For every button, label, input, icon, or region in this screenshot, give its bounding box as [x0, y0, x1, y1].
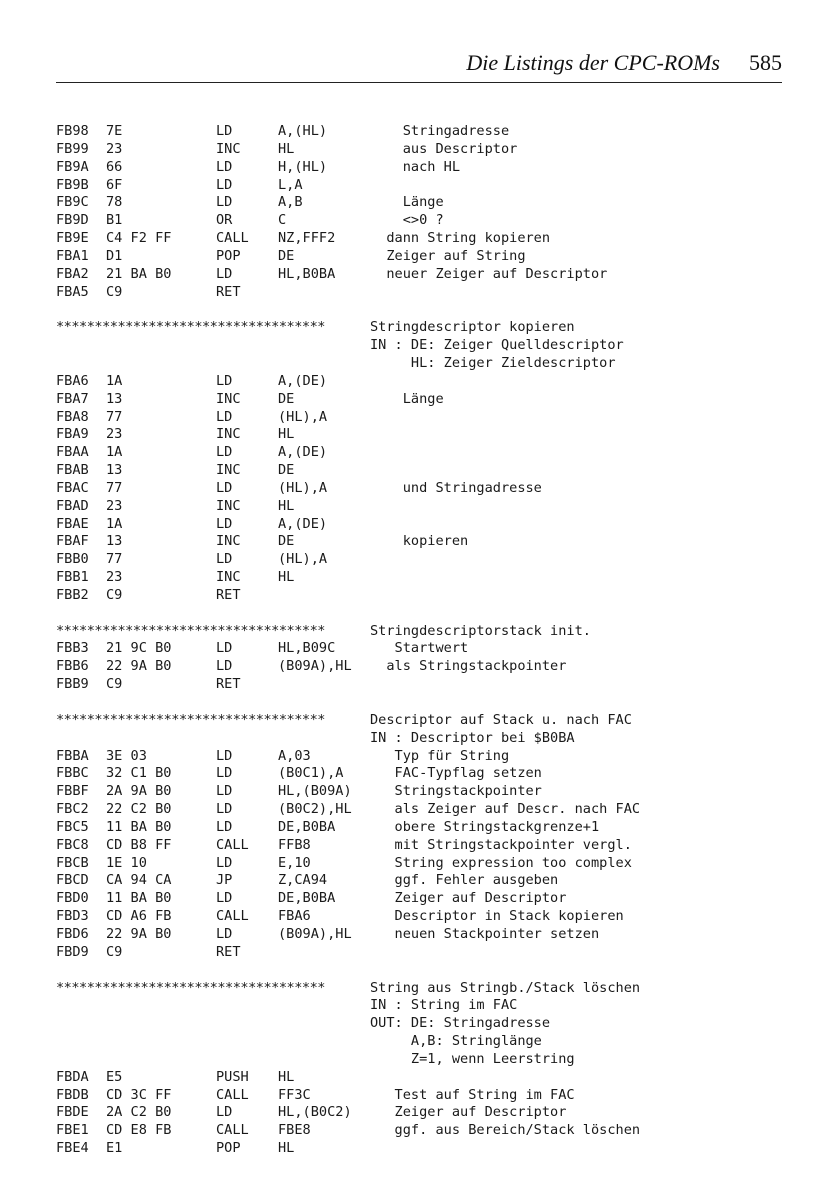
- address: FBBC: [56, 765, 89, 782]
- section-title: Stringdescriptor kopieren: [370, 319, 575, 336]
- hex-bytes: CD B8 FF: [106, 836, 172, 853]
- mnemonic: POP: [216, 1140, 241, 1157]
- separator-stars: ***********************************: [56, 711, 325, 728]
- listing-line: [0, 516, 840, 534]
- hex-bytes: 1A: [106, 515, 123, 532]
- address: FB9A: [56, 158, 89, 175]
- address: FBAE: [56, 515, 89, 532]
- comment: dann String kopieren: [370, 230, 551, 247]
- comment: Test auf String im FAC: [370, 1086, 575, 1103]
- operand: DE: [278, 462, 295, 479]
- listing-line: [0, 123, 840, 141]
- address: FB9D: [56, 212, 89, 229]
- address: FBCB: [56, 854, 89, 871]
- section-header-line: [0, 623, 840, 641]
- assembly-listing: [0, 123, 840, 1158]
- address: FBD3: [56, 908, 89, 925]
- operand: HL: [278, 569, 295, 586]
- operand: (B09A),HL: [278, 658, 352, 675]
- mnemonic: LD: [216, 818, 233, 835]
- address: FBDE: [56, 1104, 89, 1121]
- mnemonic: INC: [216, 462, 241, 479]
- running-title: Die Listings der CPC-ROMs: [466, 50, 720, 75]
- address: FBAC: [56, 479, 89, 496]
- page-header: [56, 50, 782, 83]
- address: FBA8: [56, 408, 89, 425]
- section-header-line: [0, 980, 840, 998]
- listing-line: [0, 1122, 840, 1140]
- hex-bytes: 3E 03: [106, 747, 147, 764]
- blank-line: [0, 962, 840, 980]
- hex-bytes: 22 9A B0: [106, 658, 172, 675]
- hex-bytes: 1E 10: [106, 854, 147, 871]
- mnemonic: LD: [216, 801, 233, 818]
- separator-stars: ***********************************: [56, 622, 325, 639]
- mnemonic: INC: [216, 497, 241, 514]
- hex-bytes: 77: [106, 408, 123, 425]
- mnemonic: RET: [216, 283, 241, 300]
- comment: HL: Zeiger Zieldescriptor: [370, 354, 616, 371]
- operand: (HL),A: [278, 551, 328, 568]
- hex-bytes: C9: [106, 943, 123, 960]
- operand: FBA6: [278, 908, 311, 925]
- operand: L,A: [278, 176, 303, 193]
- blank-line: [0, 605, 840, 623]
- hex-bytes: 78: [106, 194, 123, 211]
- mnemonic: LD: [216, 408, 233, 425]
- page-number: 585: [749, 50, 782, 75]
- operand: A,(DE): [278, 444, 328, 461]
- comment: Stringadresse: [370, 123, 510, 139]
- listing-line: [0, 1104, 840, 1122]
- hex-bytes: 13: [106, 390, 123, 407]
- hex-bytes: 7E: [106, 123, 123, 139]
- comment: FAC-Typflag setzen: [370, 765, 542, 782]
- mnemonic: LD: [216, 1104, 233, 1121]
- operand: C: [278, 212, 287, 229]
- comment: A,B: Stringlänge: [370, 1033, 542, 1050]
- mnemonic: LD: [216, 158, 233, 175]
- mnemonic: CALL: [216, 1122, 249, 1139]
- listing-line: [0, 409, 840, 427]
- comment: Descriptor in Stack kopieren: [370, 908, 624, 925]
- address: FBB6: [56, 658, 89, 675]
- hex-bytes: 23: [106, 569, 123, 586]
- address: FBA9: [56, 426, 89, 443]
- mnemonic: LD: [216, 372, 233, 389]
- operand: HL,(B09A): [278, 783, 352, 800]
- mnemonic: LD: [216, 783, 233, 800]
- mnemonic: CALL: [216, 230, 249, 247]
- separator-stars: ***********************************: [56, 979, 325, 996]
- operand: HL: [278, 426, 295, 443]
- hex-bytes: 32 C1 B0: [106, 765, 172, 782]
- comment: kopieren: [370, 533, 469, 550]
- hex-bytes: E1: [106, 1140, 123, 1157]
- listing-line: [0, 730, 840, 748]
- listing-line: [0, 248, 840, 266]
- operand: HL: [278, 1068, 295, 1085]
- hex-bytes: 22 C2 B0: [106, 801, 172, 818]
- address: FB99: [56, 140, 89, 157]
- operand: FF3C: [278, 1086, 311, 1103]
- listing-line: [0, 783, 840, 801]
- listing-line: [0, 551, 840, 569]
- address: FBDA: [56, 1068, 89, 1085]
- comment: als Stringstackpointer: [370, 658, 567, 675]
- operand: HL,B09C: [278, 640, 336, 657]
- operand: HL: [278, 140, 295, 157]
- comment: aus Descriptor: [370, 140, 518, 157]
- address: FBBF: [56, 783, 89, 800]
- listing-line: [0, 855, 840, 873]
- comment: als Zeiger auf Descr. nach FAC: [370, 801, 641, 818]
- operand: NZ,FFF2: [278, 230, 336, 247]
- listing-line: [0, 373, 840, 391]
- operand: A,(HL): [278, 123, 328, 139]
- listing-line: [0, 498, 840, 516]
- comment: ggf. aus Bereich/Stack löschen: [370, 1122, 641, 1139]
- comment: nach HL: [370, 158, 461, 175]
- address: FBAF: [56, 533, 89, 550]
- mnemonic: INC: [216, 140, 241, 157]
- address: FBB2: [56, 586, 89, 603]
- section-header-line: [0, 712, 840, 730]
- mnemonic: LD: [216, 479, 233, 496]
- operand: (HL),A: [278, 479, 328, 496]
- listing-line: [0, 908, 840, 926]
- listing-line: [0, 159, 840, 177]
- mnemonic: LD: [216, 640, 233, 657]
- address: FB9B: [56, 176, 89, 193]
- comment: neuer Zeiger auf Descriptor: [370, 265, 608, 282]
- address: FBB9: [56, 676, 89, 693]
- hex-bytes: C9: [106, 283, 123, 300]
- listing-line: [0, 141, 840, 159]
- listing-line: [0, 1015, 840, 1033]
- address: FBD6: [56, 925, 89, 942]
- comment: IN : Descriptor bei $B0BA: [370, 729, 575, 746]
- listing-line: [0, 837, 840, 855]
- hex-bytes: 6F: [106, 176, 123, 193]
- operand: A,03: [278, 747, 311, 764]
- mnemonic: LD: [216, 176, 233, 193]
- operand: (HL),A: [278, 408, 328, 425]
- listing-line: [0, 890, 840, 908]
- operand: Z,CA94: [278, 872, 328, 889]
- listing-line: [0, 765, 840, 783]
- hex-bytes: 13: [106, 533, 123, 550]
- listing-line: [0, 1087, 840, 1105]
- section-title: Descriptor auf Stack u. nach FAC: [370, 711, 632, 728]
- hex-bytes: 21 BA B0: [106, 265, 172, 282]
- operand: DE: [278, 533, 295, 550]
- mnemonic: LD: [216, 854, 233, 871]
- address: FBB1: [56, 569, 89, 586]
- operand: HL,B0BA: [278, 265, 336, 282]
- operand: A,(DE): [278, 372, 328, 389]
- mnemonic: LD: [216, 658, 233, 675]
- operand: DE,B0BA: [278, 890, 336, 907]
- operand: (B09A),HL: [278, 925, 352, 942]
- listing-line: [0, 212, 840, 230]
- operand: H,(HL): [278, 158, 328, 175]
- hex-bytes: 23: [106, 140, 123, 157]
- section-title: String aus Stringb./Stack löschen: [370, 979, 641, 996]
- hex-bytes: 1A: [106, 372, 123, 389]
- mnemonic: JP: [216, 872, 233, 889]
- listing-line: [0, 640, 840, 658]
- mnemonic: RET: [216, 586, 241, 603]
- hex-bytes: C9: [106, 676, 123, 693]
- address: FBC2: [56, 801, 89, 818]
- hex-bytes: 77: [106, 551, 123, 568]
- listing-line: [0, 658, 840, 676]
- hex-bytes: 66: [106, 158, 123, 175]
- mnemonic: PUSH: [216, 1068, 249, 1085]
- operand: FBE8: [278, 1122, 311, 1139]
- comment: IN : String im FAC: [370, 997, 518, 1014]
- address: FBE4: [56, 1140, 89, 1157]
- operand: HL: [278, 1140, 295, 1157]
- mnemonic: POP: [216, 247, 241, 264]
- hex-bytes: CD A6 FB: [106, 908, 172, 925]
- operand: E,10: [278, 854, 311, 871]
- listing-line: [0, 819, 840, 837]
- comment: neuen Stackpointer setzen: [370, 925, 600, 942]
- hex-bytes: 21 9C B0: [106, 640, 172, 657]
- listing-line: [0, 284, 840, 302]
- comment: Länge: [370, 390, 444, 407]
- address: FBB3: [56, 640, 89, 657]
- listing-line: [0, 587, 840, 605]
- listing-line: [0, 1033, 840, 1051]
- hex-bytes: 77: [106, 479, 123, 496]
- listing-line: [0, 872, 840, 890]
- address: FBA7: [56, 390, 89, 407]
- comment: OUT: DE: Stringadresse: [370, 1015, 551, 1032]
- listing-line: [0, 1069, 840, 1087]
- section-title: Stringdescriptorstack init.: [370, 622, 591, 639]
- hex-bytes: B1: [106, 212, 123, 229]
- address: FBA6: [56, 372, 89, 389]
- comment: Zeiger auf Descriptor: [370, 890, 567, 907]
- address: FB98: [56, 123, 89, 139]
- listing-line: [0, 444, 840, 462]
- mnemonic: CALL: [216, 836, 249, 853]
- address: FBE1: [56, 1122, 89, 1139]
- address: FBCD: [56, 872, 89, 889]
- listing-line: [0, 230, 840, 248]
- listing-line: [0, 569, 840, 587]
- mnemonic: RET: [216, 943, 241, 960]
- hex-bytes: E5: [106, 1068, 123, 1085]
- listing-line: [0, 676, 840, 694]
- listing-line: [0, 801, 840, 819]
- address: FB9C: [56, 194, 89, 211]
- mnemonic: LD: [216, 765, 233, 782]
- comment: obere Stringstackgrenze+1: [370, 818, 600, 835]
- mnemonic: LD: [216, 925, 233, 942]
- listing-line: [0, 997, 840, 1015]
- hex-bytes: 11 BA B0: [106, 890, 172, 907]
- hex-bytes: 2A 9A B0: [106, 783, 172, 800]
- address: FBAA: [56, 444, 89, 461]
- section-header-line: [0, 319, 840, 337]
- operand: DE: [278, 390, 295, 407]
- hex-bytes: 22 9A B0: [106, 925, 172, 942]
- hex-bytes: 11 BA B0: [106, 818, 172, 835]
- comment: Zeiger auf String: [370, 247, 526, 264]
- mnemonic: LD: [216, 890, 233, 907]
- hex-bytes: 23: [106, 426, 123, 443]
- comment: Z=1, wenn Leerstring: [370, 1050, 575, 1067]
- mnemonic: INC: [216, 533, 241, 550]
- hex-bytes: CD 3C FF: [106, 1086, 172, 1103]
- comment: Stringstackpointer: [370, 783, 542, 800]
- operand: DE,B0BA: [278, 818, 336, 835]
- address: FBAB: [56, 462, 89, 479]
- operand: (B0C2),HL: [278, 801, 352, 818]
- address: FBD9: [56, 943, 89, 960]
- mnemonic: INC: [216, 390, 241, 407]
- listing-line: [0, 748, 840, 766]
- address: FBBA: [56, 747, 89, 764]
- mnemonic: LD: [216, 747, 233, 764]
- mnemonic: LD: [216, 551, 233, 568]
- comment: und Stringadresse: [370, 479, 542, 496]
- operand: A,(DE): [278, 515, 328, 532]
- address: FBD0: [56, 890, 89, 907]
- address: FB9E: [56, 230, 89, 247]
- address: FBB0: [56, 551, 89, 568]
- listing-line: [0, 355, 840, 373]
- operand: FFB8: [278, 836, 311, 853]
- mnemonic: RET: [216, 676, 241, 693]
- listing-line: [0, 391, 840, 409]
- hex-bytes: 1A: [106, 444, 123, 461]
- operand: A,B: [278, 194, 303, 211]
- hex-bytes: CA 94 CA: [106, 872, 172, 889]
- hex-bytes: 13: [106, 462, 123, 479]
- hex-bytes: 23: [106, 497, 123, 514]
- address: FBA5: [56, 283, 89, 300]
- comment: Typ für String: [370, 747, 510, 764]
- operand: HL,(B0C2): [278, 1104, 352, 1121]
- hex-bytes: 2A C2 B0: [106, 1104, 172, 1121]
- comment: <>0 ?: [370, 212, 444, 229]
- comment: ggf. Fehler ausgeben: [370, 872, 559, 889]
- operand: (B0C1),A: [278, 765, 344, 782]
- mnemonic: CALL: [216, 908, 249, 925]
- listing-line: [0, 426, 840, 444]
- listing-line: [0, 533, 840, 551]
- listing-line: [0, 1140, 840, 1158]
- mnemonic: INC: [216, 426, 241, 443]
- comment: IN : DE: Zeiger Quelldescriptor: [370, 337, 624, 354]
- comment: Länge: [370, 194, 444, 211]
- listing-line: [0, 194, 840, 212]
- comment: mit Stringstackpointer vergl.: [370, 836, 632, 853]
- address: FBDB: [56, 1086, 89, 1103]
- listing-line: [0, 337, 840, 355]
- comment: Zeiger auf Descriptor: [370, 1104, 567, 1121]
- mnemonic: LD: [216, 444, 233, 461]
- address: FBA1: [56, 247, 89, 264]
- listing-line: [0, 480, 840, 498]
- listing-line: [0, 1051, 840, 1069]
- mnemonic: INC: [216, 569, 241, 586]
- address: FBA2: [56, 265, 89, 282]
- mnemonic: LD: [216, 194, 233, 211]
- mnemonic: LD: [216, 265, 233, 282]
- comment: Startwert: [370, 640, 469, 657]
- operand: DE: [278, 247, 295, 264]
- address: FBC5: [56, 818, 89, 835]
- listing-line: [0, 266, 840, 284]
- operand: HL: [278, 497, 295, 514]
- listing-line: [0, 926, 840, 944]
- hex-bytes: C9: [106, 586, 123, 603]
- mnemonic: LD: [216, 123, 233, 139]
- listing-line: [0, 944, 840, 962]
- address: FBAD: [56, 497, 89, 514]
- separator-stars: ***********************************: [56, 319, 325, 336]
- hex-bytes: C4 F2 FF: [106, 230, 172, 247]
- address: FBC8: [56, 836, 89, 853]
- listing-line: [0, 177, 840, 195]
- listing-line: [0, 462, 840, 480]
- blank-line: [0, 301, 840, 319]
- comment: String expression too complex: [370, 854, 632, 871]
- mnemonic: CALL: [216, 1086, 249, 1103]
- blank-line: [0, 694, 840, 712]
- hex-bytes: D1: [106, 247, 123, 264]
- hex-bytes: CD E8 FB: [106, 1122, 172, 1139]
- mnemonic: OR: [216, 212, 233, 229]
- mnemonic: LD: [216, 515, 233, 532]
